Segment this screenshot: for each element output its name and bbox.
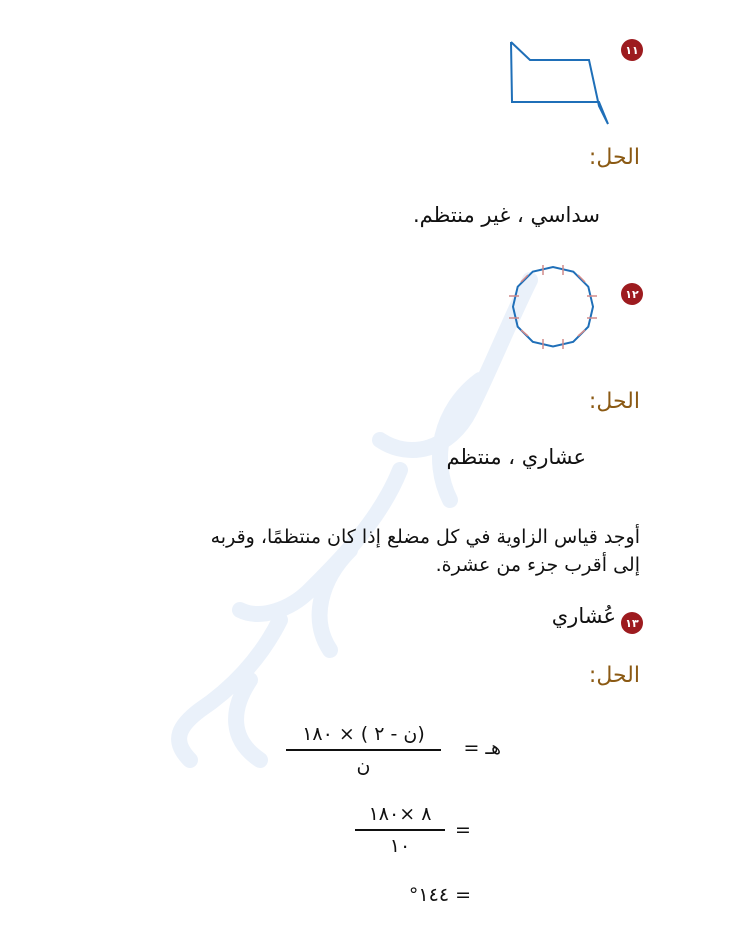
instructions xyxy=(140,523,640,579)
equation-lhs: هـ = xyxy=(463,737,501,759)
question-13-text: عُشاري xyxy=(551,604,616,628)
fraction-1-numerator: (ن - ٢ ) × ١٨٠ xyxy=(302,723,425,745)
fraction-1-denominator: ن xyxy=(356,754,371,777)
fraction-1-bar xyxy=(286,749,441,751)
question-number-badge: ١٢ xyxy=(621,283,643,305)
fraction-2-denominator: ١٠ xyxy=(389,834,411,857)
fraction-2-bar xyxy=(355,829,445,831)
solution-label: الحل: xyxy=(588,389,640,414)
fraction-2-numerator: ٨ ×١٨٠ xyxy=(368,803,432,825)
answer-q11: سداسي ، غير منتظم. xyxy=(412,203,600,227)
answer-q12: عشاري ، منتظم xyxy=(446,445,586,469)
result: = ١٤٤° xyxy=(408,884,471,906)
question-number-badge: ١٣ xyxy=(621,612,643,634)
question-number-badge: ١١ xyxy=(621,39,643,61)
instructions-line-2: إلى أقرب جزء من عشرة. xyxy=(435,554,640,576)
equals-sign: = xyxy=(455,819,471,841)
solution-label: الحل: xyxy=(588,663,640,688)
regular-decagon-shape xyxy=(503,260,603,360)
solution-label: الحل: xyxy=(588,145,640,170)
fraction-1 xyxy=(286,723,441,777)
irregular-hexagon-shape xyxy=(505,38,615,128)
fraction-2 xyxy=(355,803,445,857)
instructions-line-1: أوجد قياس الزاوية في كل مضلع إذا كان منتظمًا، وقربه xyxy=(210,526,640,548)
